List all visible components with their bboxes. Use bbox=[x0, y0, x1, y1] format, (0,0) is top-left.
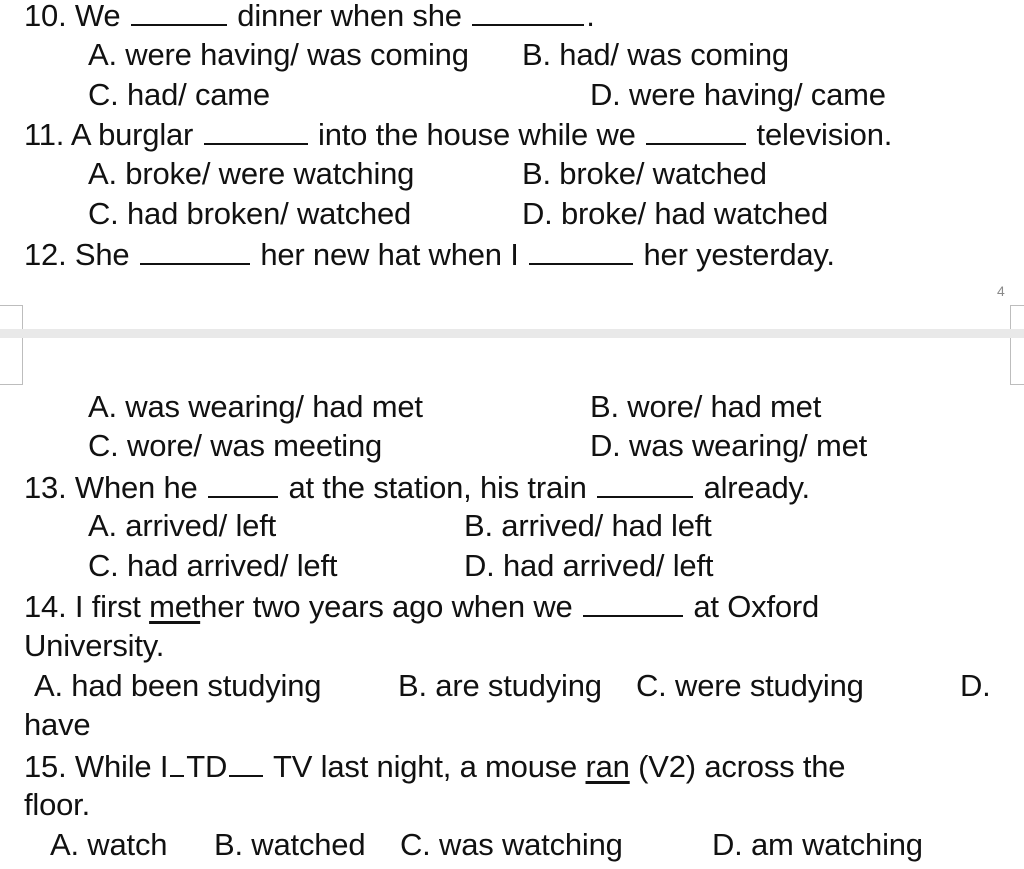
answer-blank[interactable] bbox=[646, 116, 746, 145]
answer-blank[interactable] bbox=[472, 0, 584, 26]
question-14-stem: 14. I first mether two years ago when we at Oxford bbox=[24, 589, 820, 624]
option-c[interactable]: C. wore/ was meeting bbox=[88, 428, 383, 463]
question-14-stem-cont: University. bbox=[24, 628, 165, 663]
page-top bbox=[0, 0, 1024, 329]
page-corner-mark bbox=[1010, 305, 1024, 330]
page-bottom bbox=[0, 338, 1024, 869]
option-b[interactable]: B. had/ was coming bbox=[522, 37, 789, 72]
page-corner-mark bbox=[1010, 338, 1024, 385]
question-11-stem: 11. A burglar into the house while we television. bbox=[24, 117, 893, 152]
option-d[interactable]: D. were having/ came bbox=[590, 77, 886, 112]
option-a[interactable]: A. broke/ were watching bbox=[88, 156, 415, 191]
option-d[interactable]: D. bbox=[960, 668, 991, 703]
option-b[interactable]: B. are studying bbox=[398, 668, 602, 703]
page-separator bbox=[0, 329, 1024, 338]
option-a[interactable]: A. arrived/ left bbox=[88, 508, 277, 543]
option-a[interactable]: A. had been studying bbox=[34, 668, 322, 703]
answer-blank[interactable] bbox=[583, 588, 683, 617]
answer-blank[interactable] bbox=[131, 0, 227, 26]
answer-blank[interactable] bbox=[597, 469, 693, 498]
option-d[interactable]: D. had arrived/ left bbox=[464, 548, 714, 583]
question-15-stem: 15. While I TD TV last night, a mouse ran (V2) across the bbox=[24, 749, 846, 784]
underlined-word: ran bbox=[585, 749, 630, 784]
option-d-cont[interactable]: have bbox=[24, 707, 91, 742]
filled-answer: TD bbox=[186, 749, 228, 784]
option-a[interactable]: A. was wearing/ had met bbox=[88, 389, 423, 424]
page-number: 4 bbox=[997, 283, 1005, 299]
option-d[interactable]: D. am watching bbox=[712, 827, 923, 862]
underlined-word: met bbox=[149, 589, 201, 624]
option-d[interactable]: D. was wearing/ met bbox=[590, 428, 868, 463]
question-13-stem: 13. When he at the station, his train already. bbox=[24, 470, 810, 505]
option-b[interactable]: B. broke/ watched bbox=[522, 156, 767, 191]
question-10-stem: 10. We dinner when she . bbox=[24, 0, 595, 34]
answer-blank[interactable] bbox=[208, 469, 278, 498]
option-a[interactable]: A. watch bbox=[50, 827, 168, 862]
option-c[interactable]: C. were studying bbox=[636, 668, 864, 703]
page-corner-mark bbox=[0, 338, 23, 385]
answer-blank[interactable] bbox=[170, 748, 184, 777]
option-b[interactable]: B. watched bbox=[214, 827, 366, 862]
question-15-stem-cont: floor. bbox=[24, 787, 91, 822]
option-c[interactable]: C. had/ came bbox=[88, 77, 270, 112]
answer-blank[interactable] bbox=[204, 116, 308, 145]
option-b[interactable]: B. arrived/ had left bbox=[464, 508, 712, 543]
question-12-stem: 12. She her new hat when I her yesterday. bbox=[24, 237, 835, 272]
answer-blank[interactable] bbox=[229, 748, 263, 777]
option-a[interactable]: A. were having/ was coming bbox=[88, 37, 469, 72]
option-b[interactable]: B. wore/ had met bbox=[590, 389, 822, 424]
option-c[interactable]: C. was watching bbox=[400, 827, 623, 862]
page-corner-mark bbox=[0, 305, 23, 330]
option-c[interactable]: C. had broken/ watched bbox=[88, 196, 412, 231]
option-d[interactable]: D. broke/ had watched bbox=[522, 196, 828, 231]
answer-blank[interactable] bbox=[529, 236, 633, 265]
answer-blank[interactable] bbox=[140, 236, 250, 265]
option-c[interactable]: C. had arrived/ left bbox=[88, 548, 338, 583]
